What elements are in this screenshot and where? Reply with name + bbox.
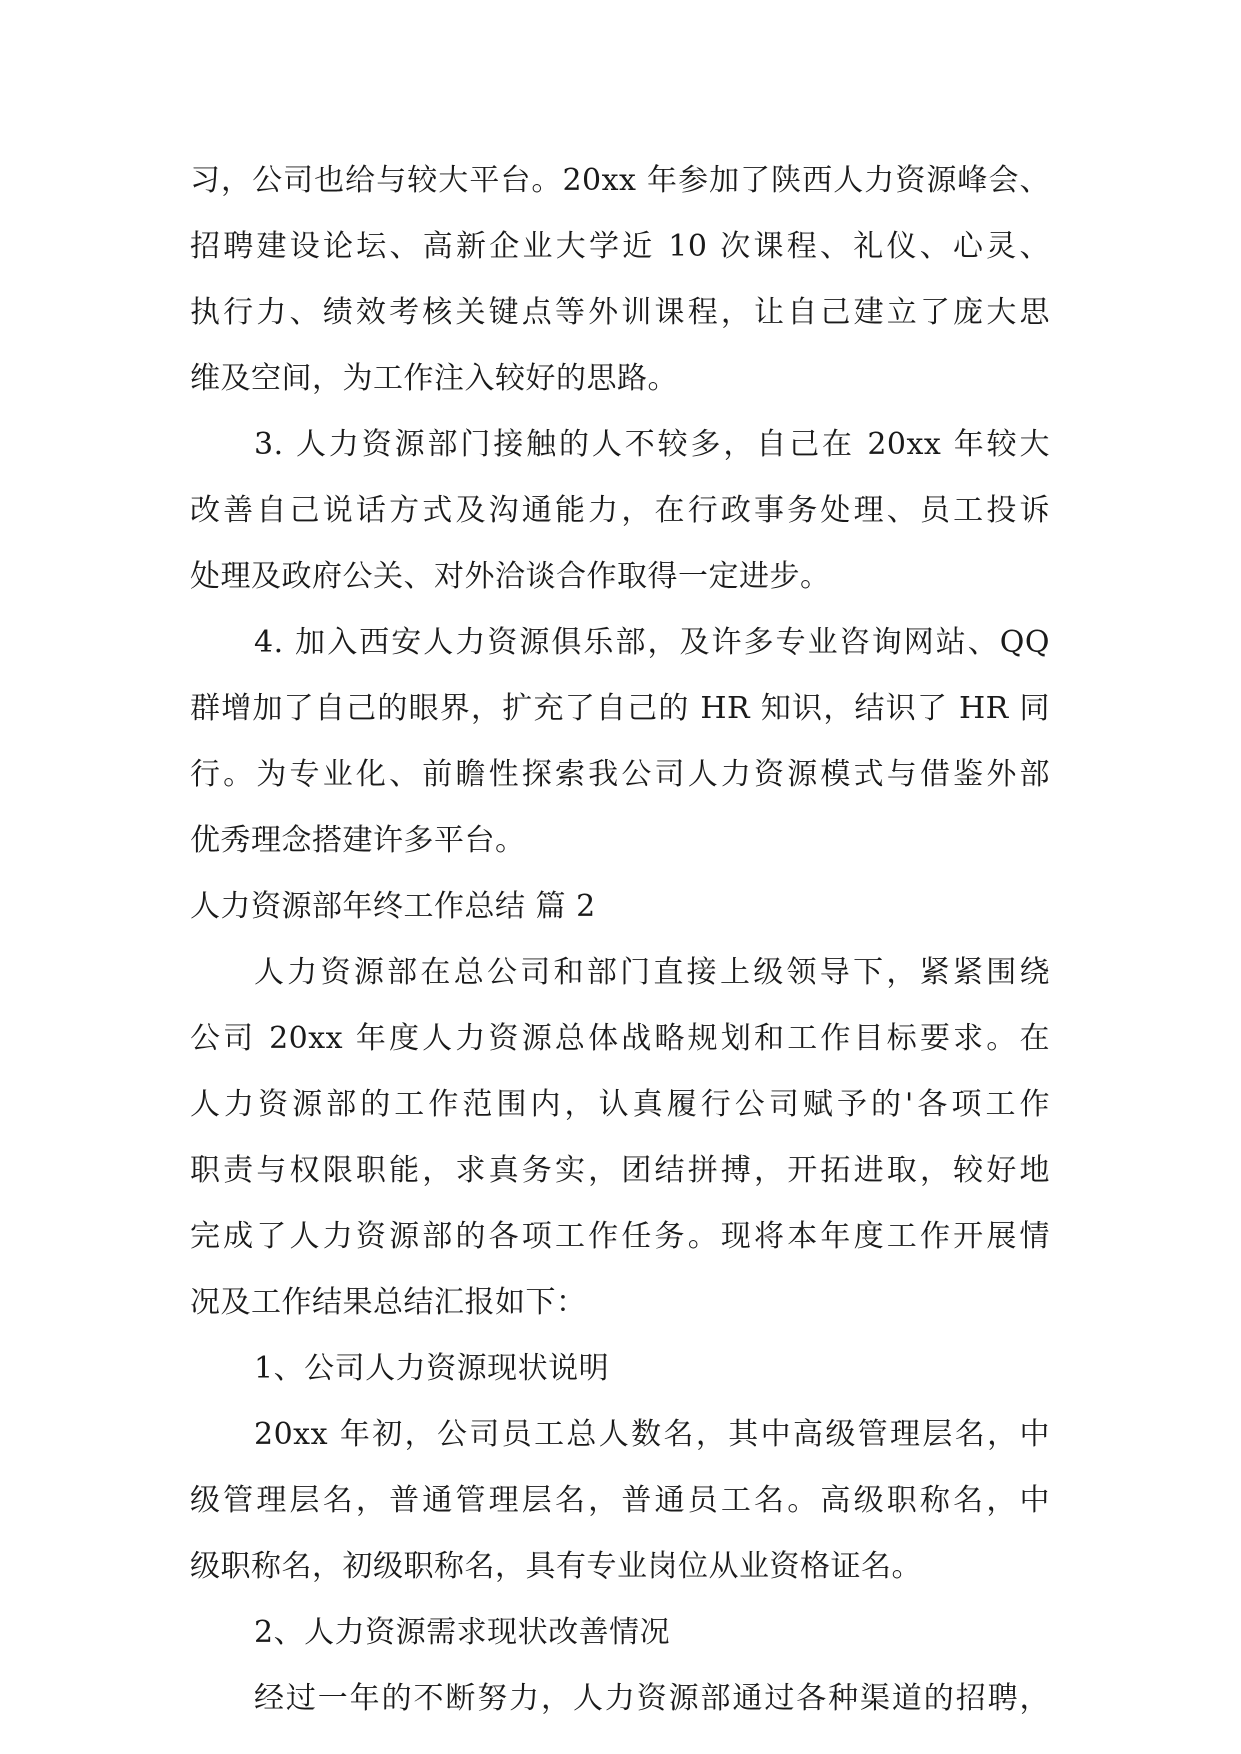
text-line: 处理及政府公关、对外洽谈合作取得一定进步。 bbox=[190, 559, 831, 594]
paragraph-start: 20xx 年初，公司员工总人数名，其中高级管理层名，中 bbox=[254, 1417, 1050, 1452]
text-line: 职责与权限职能，求真务实，团结拼搏，开拓进取，较好地 bbox=[190, 1153, 1050, 1188]
subheading-2: 2、人力资源需求现状改善情况 bbox=[254, 1615, 671, 1650]
list-item-3: 3. 人力资源部门接触的人不较多，自己在 20xx 年较大 bbox=[254, 427, 1050, 462]
text-line: 级管理层名，普通管理层名，普通员工名。高级职称名，中 bbox=[190, 1483, 1050, 1518]
document-page bbox=[190, 148, 1050, 1732]
text-line: 执行力、绩效考核关键点等外训课程，让自己建立了庞大思 bbox=[190, 295, 1050, 330]
text-line: 完成了人力资源部的各项工作任务。现将本年度工作开展情 bbox=[190, 1219, 1050, 1254]
text-line: 招聘建设论坛、高新企业大学近 10 次课程、礼仪、心灵、 bbox=[190, 229, 1050, 264]
text-line: 人力资源部的工作范围内，认真履行公司赋予的'各项工作 bbox=[190, 1087, 1050, 1122]
paragraph-start: 人力资源部在总公司和部门直接上级领导下，紧紧围绕 bbox=[254, 955, 1050, 990]
paragraph-start: 经过一年的不断努力，人力资源部通过各种渠道的招聘， bbox=[254, 1681, 1050, 1716]
text-line: 况及工作结果总结汇报如下： bbox=[190, 1285, 587, 1320]
text-line: 维及空间，为工作注入较好的思路。 bbox=[190, 361, 678, 396]
text-line: 习，公司也给与较大平台。20xx 年参加了陕西人力资源峰会、 bbox=[190, 163, 1050, 198]
text-line: 公司 20xx 年度人力资源总体战略规划和工作目标要求。在 bbox=[190, 1021, 1050, 1056]
text-line: 改善自己说话方式及沟通能力，在行政事务处理、员工投诉 bbox=[190, 493, 1050, 528]
text-line: 群增加了自己的眼界，扩充了自己的 HR 知识，结识了 HR 同 bbox=[190, 691, 1050, 726]
subheading-1: 1、公司人力资源现状说明 bbox=[254, 1351, 610, 1386]
list-item-4: 4. 加入西安人力资源俱乐部，及许多专业咨询网站、QQ bbox=[254, 625, 1050, 660]
section-heading: 人力资源部年终工作总结 篇 2 bbox=[190, 889, 596, 924]
text-line: 优秀理念搭建许多平台。 bbox=[190, 823, 526, 858]
text-line: 行。为专业化、前瞻性探索我公司人力资源模式与借鉴外部 bbox=[190, 757, 1050, 792]
text-line: 级职称名，初级职称名，具有专业岗位从业资格证名。 bbox=[190, 1549, 922, 1584]
